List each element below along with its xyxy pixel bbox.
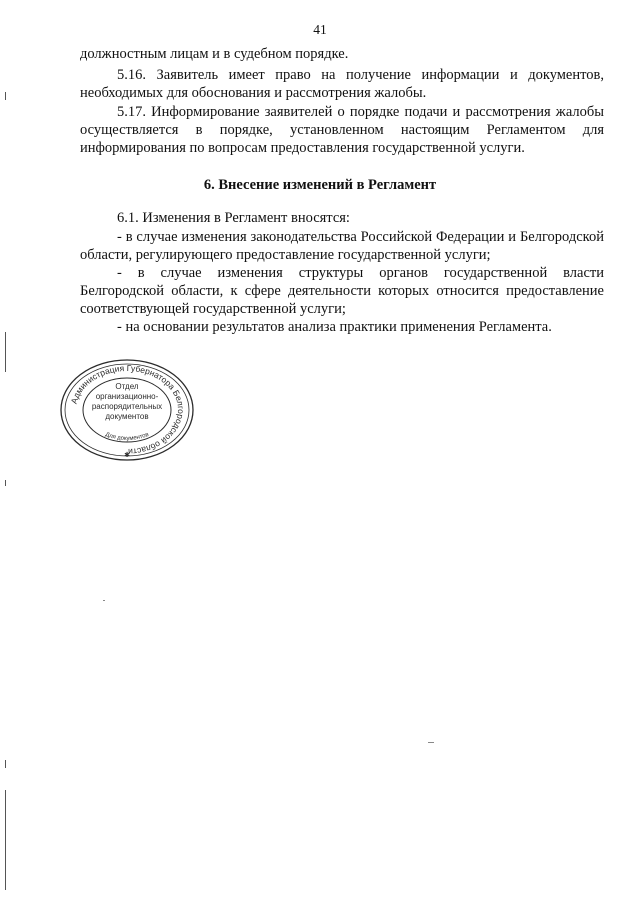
list-item xyxy=(80,228,604,264)
page-number: 41 xyxy=(313,22,327,37)
scan-artifact xyxy=(428,742,434,743)
list-item xyxy=(80,264,604,318)
stamp-line: документов xyxy=(105,412,149,421)
paragraph-line: должностным лицам и в судебном порядке. xyxy=(80,46,349,62)
stamp-star-icon: ✱ xyxy=(124,452,130,459)
margin-mark xyxy=(5,790,6,890)
paragraph-text: 5.16. Заявитель имеет право на получение информации и документов, необходимых для обоснования и рассмотрения жалобы. xyxy=(80,67,604,101)
stamp-bottom-text: Для документов xyxy=(104,431,150,443)
list-item-text: - в случае изменения законодательства Российской Федерации и Белгородской области, регулирующего предоставление государственной услуги; xyxy=(80,229,604,263)
stamp-ring-text: Администрация Губернатора Белгородской области xyxy=(68,362,187,458)
margin-mark xyxy=(5,760,6,768)
margin-mark xyxy=(5,92,6,100)
section-heading: 6. Внесение изменений в Регламент xyxy=(203,177,437,193)
official-stamp xyxy=(57,357,197,463)
paragraph-continuation xyxy=(80,45,604,63)
paragraph-5-17 xyxy=(80,103,604,157)
scan-artifact xyxy=(103,600,105,601)
list-item-text: - в случае изменения структуры органов государственной власти Белгородской области, к сфере деятельности которых относится предоставление соответствующей государственной услуги; xyxy=(80,265,604,317)
paragraph-5-16 xyxy=(80,66,604,102)
margin-mark xyxy=(5,332,6,372)
list-item-text: - на основании результатов анализа практики применения Регламента. xyxy=(117,319,552,335)
stamp-line: распорядительных xyxy=(91,402,163,411)
stamp-line: организационно- xyxy=(95,392,159,401)
margin-mark xyxy=(5,480,6,486)
section-intro xyxy=(80,209,604,227)
stamp-line: Отдел xyxy=(115,382,139,391)
list-item xyxy=(80,318,604,336)
paragraph-text: 5.17. Информирование заявителей о порядке подачи и рассмотрения жалобы осуществляется в порядке, установленном настоящим Регламентом для информирования по вопросам предоставления государственной услуги. xyxy=(80,104,604,156)
section-intro-text: 6.1. Изменения в Регламент вносятся: xyxy=(117,210,350,226)
